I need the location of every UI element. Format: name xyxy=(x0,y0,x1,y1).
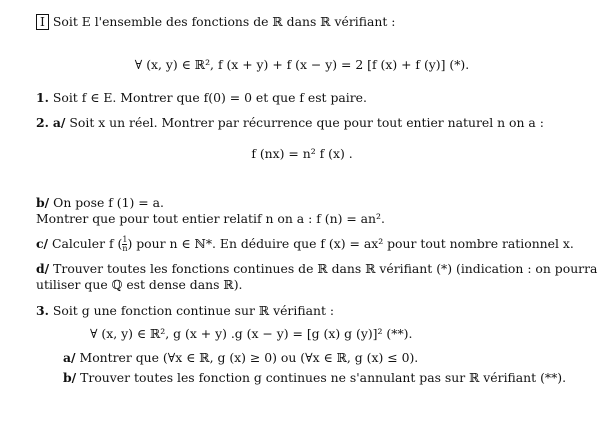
question-2b-label: b/ xyxy=(36,195,50,210)
question-3-number: 3. xyxy=(36,303,49,318)
question-1-text: Soit f ∈ E. Montrer que f(0) = 0 et que f est paire. xyxy=(52,90,367,105)
question-2b-text-1: On pose f (1) = a. xyxy=(53,195,164,210)
question-3-text: Soit g une fonction continue sur ℝ vérifiant : xyxy=(52,303,335,318)
section-roman-numeral: I xyxy=(36,14,49,30)
question-3-equation: ∀ (x, y) ∈ ℝ², g (x + y) .g (x − y) = [g (x) g (y)]² (**). xyxy=(90,326,413,341)
question-1 xyxy=(36,91,367,106)
question-3a-text: Montrer que (∀x ∈ ℝ, g (x) ≥ 0) ou (∀x ∈ ℝ, g (x) ≤ 0). xyxy=(79,350,419,365)
question-2c-fraction-denominator: n xyxy=(122,244,128,253)
question-2c-text-pre: Calculer f ( xyxy=(52,236,123,251)
question-2c xyxy=(36,236,574,253)
question-1-number: 1. xyxy=(36,90,49,105)
question-3b-text: Trouver toutes les fonction g continues ne s'annulant pas sur ℝ vérifiant (**). xyxy=(80,370,567,385)
question-2d-label: d/ xyxy=(36,261,50,276)
question-2c-label: c/ xyxy=(36,236,49,251)
question-2d-line-1 xyxy=(36,262,597,277)
section-intro: Soit E l'ensemble des fonctions de ℝ dans ℝ vérifiant : xyxy=(52,14,396,29)
question-3a-label: a/ xyxy=(63,350,76,365)
question-3b-label: b/ xyxy=(63,370,77,385)
question-2-number: 2. xyxy=(36,115,49,130)
question-2c-text-post: ) pour n ∈ ℕ*. En déduire que f (x) = ax² pour tout nombre rationnel x. xyxy=(127,236,574,251)
question-2c-fraction-numerator: 1 xyxy=(122,235,128,244)
question-2a-equation: f (nx) = n² f (x) . xyxy=(251,146,353,161)
question-2b-line-2: Montrer que pour tout entier relatif n on a : f (n) = an². xyxy=(36,211,385,226)
section-header xyxy=(36,14,395,30)
main-equation: ∀ (x, y) ∈ ℝ², f (x + y) + f (x − y) = 2 [f (x) + f (y)] (*). xyxy=(134,57,470,72)
question-3b xyxy=(63,371,566,386)
question-3a xyxy=(63,351,418,366)
question-2d-line-2: utiliser que ℚ est dense dans ℝ). xyxy=(36,277,243,292)
question-3 xyxy=(36,304,334,319)
question-2a-label: a/ xyxy=(52,115,66,130)
question-2a-text: Soit x un réel. Montrer par récurrence que pour tout entier naturel n on a : xyxy=(69,115,544,130)
question-2d-text-1: Trouver toutes les fonctions continues de ℝ dans ℝ vérifiant (*) (indication : on pourra xyxy=(53,261,598,276)
question-2b-line-1 xyxy=(36,196,164,211)
question-2a xyxy=(36,116,544,131)
